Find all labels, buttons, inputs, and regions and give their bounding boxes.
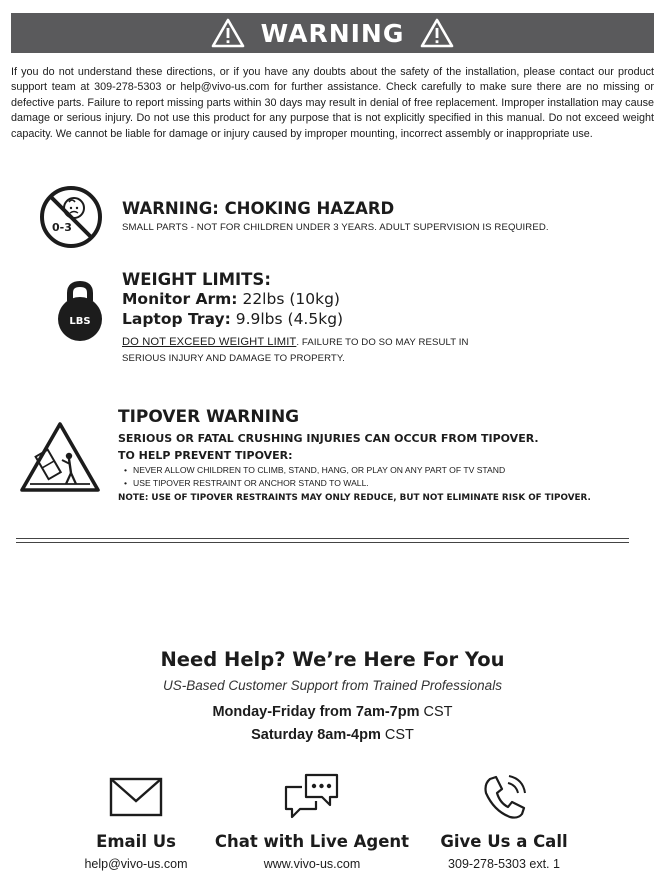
weight-warning-underlined: DO NOT EXCEED WEIGHT LIMIT [122, 336, 297, 348]
contact-chat[interactable] [212, 775, 412, 871]
choking-text: SMALL PARTS - NOT FOR CHILDREN UNDER 3 YEARS. ADULT SUPERVISION IS REQUIRED. [122, 222, 549, 233]
laptop-tray-label: Laptop Tray: [122, 310, 231, 328]
phone-number-link[interactable]: 309-278-5303 ext. 1 [448, 857, 560, 871]
weight-icon-label: LBS [69, 316, 91, 327]
contact-phone[interactable] [404, 775, 604, 871]
divider [16, 542, 629, 543]
contact-email[interactable] [36, 775, 236, 871]
phone-icon [478, 771, 530, 823]
tipover-hazard-icon [18, 420, 102, 494]
tipover-subtitle: SERIOUS OR FATAL CRUSHING INJURIES CAN OCCUR FROM TIPOVER. [118, 432, 539, 445]
tipover-prevent-title: TO HELP PREVENT TIPOVER: [118, 449, 293, 462]
weight-warning-line-1 [122, 336, 469, 348]
laptop-tray-limit [122, 310, 343, 328]
warning-triangle-icon [211, 18, 245, 48]
list-item: • NEVER ALLOW CHILDREN TO CLIMB, STAND, HANG, OR PLAY ON ANY PART OF TV STAND [122, 464, 505, 477]
warning-triangle-icon [420, 18, 454, 48]
monitor-arm-limit [122, 290, 340, 308]
saturday-hours [0, 727, 665, 743]
chat-label: Chat with Live Agent [214, 832, 410, 851]
divider [16, 538, 629, 539]
choking-title: WARNING: CHOKING HAZARD [122, 199, 395, 218]
weight-warning-rest: . FAILURE TO DO SO MAY RESULT IN [296, 337, 469, 348]
laptop-tray-value: 9.9lbs (4.5kg) [235, 310, 344, 328]
tipover-note: NOTE: USE OF TIPOVER RESTRAINTS MAY ONLY REDUCE, BUT NOT ELIMINATE RISK OF TIPOVER. [118, 493, 591, 503]
weekday-hours-tz: CST [419, 704, 453, 720]
choking-icon-label: 0-3 [52, 221, 72, 234]
monitor-arm-label: Monitor Arm: [122, 290, 238, 308]
tipover-bullet-list [122, 464, 505, 490]
warning-banner [11, 13, 654, 53]
email-address-link[interactable]: help@vivo-us.com [84, 857, 188, 871]
website-link[interactable]: www.vivo-us.com [263, 857, 361, 871]
weight-warning-line-2: SERIOUS INJURY AND DAMAGE TO PROPERTY. [122, 353, 345, 364]
help-subtitle: US-Based Customer Support from Trained Professionals [163, 678, 502, 693]
weekday-hours [0, 704, 665, 720]
saturday-hours-tz: CST [380, 727, 414, 743]
warning-title: WARNING [260, 18, 405, 48]
envelope-icon [108, 775, 164, 819]
monitor-arm-value: 22lbs (10kg) [242, 290, 340, 308]
weekday-hours-text: Monday-Friday from 7am-7pm [212, 704, 420, 720]
email-label: Email Us [96, 832, 176, 851]
list-item: • USE TIPOVER RESTRAINT OR ANCHOR STAND TO WALL. [122, 477, 505, 490]
chat-icon [282, 771, 342, 821]
tipover-title: TIPOVER WARNING [118, 407, 300, 427]
weight-title: WEIGHT LIMITS: [122, 270, 271, 289]
help-title: Need Help? We’re Here For You [160, 648, 505, 671]
intro-paragraph: If you do not understand these directions, or if you have any doubts about the safety of the installation, please contact our product support team at 309-278-5303 or help@vivo-us.com for further assistance. Check carefully to make sure there are no missing or defective parts. Failure to report missing parts within 30 days may result in denial of free replacement. Improper installation may cause damage or serious injury. Do not use this product for any purpose that is not explicitly specified in this manual. Do not exceed weight capacity. We cannot be liable for damage or injury caused by improper mounting, incorrect assembly or inappropriate use. [11, 66, 654, 140]
saturday-hours-text: Saturday 8am-4pm [251, 727, 381, 743]
phone-label: Give Us a Call [440, 832, 568, 851]
kettlebell-icon [55, 279, 105, 343]
no-children-under-3-icon [38, 184, 104, 250]
